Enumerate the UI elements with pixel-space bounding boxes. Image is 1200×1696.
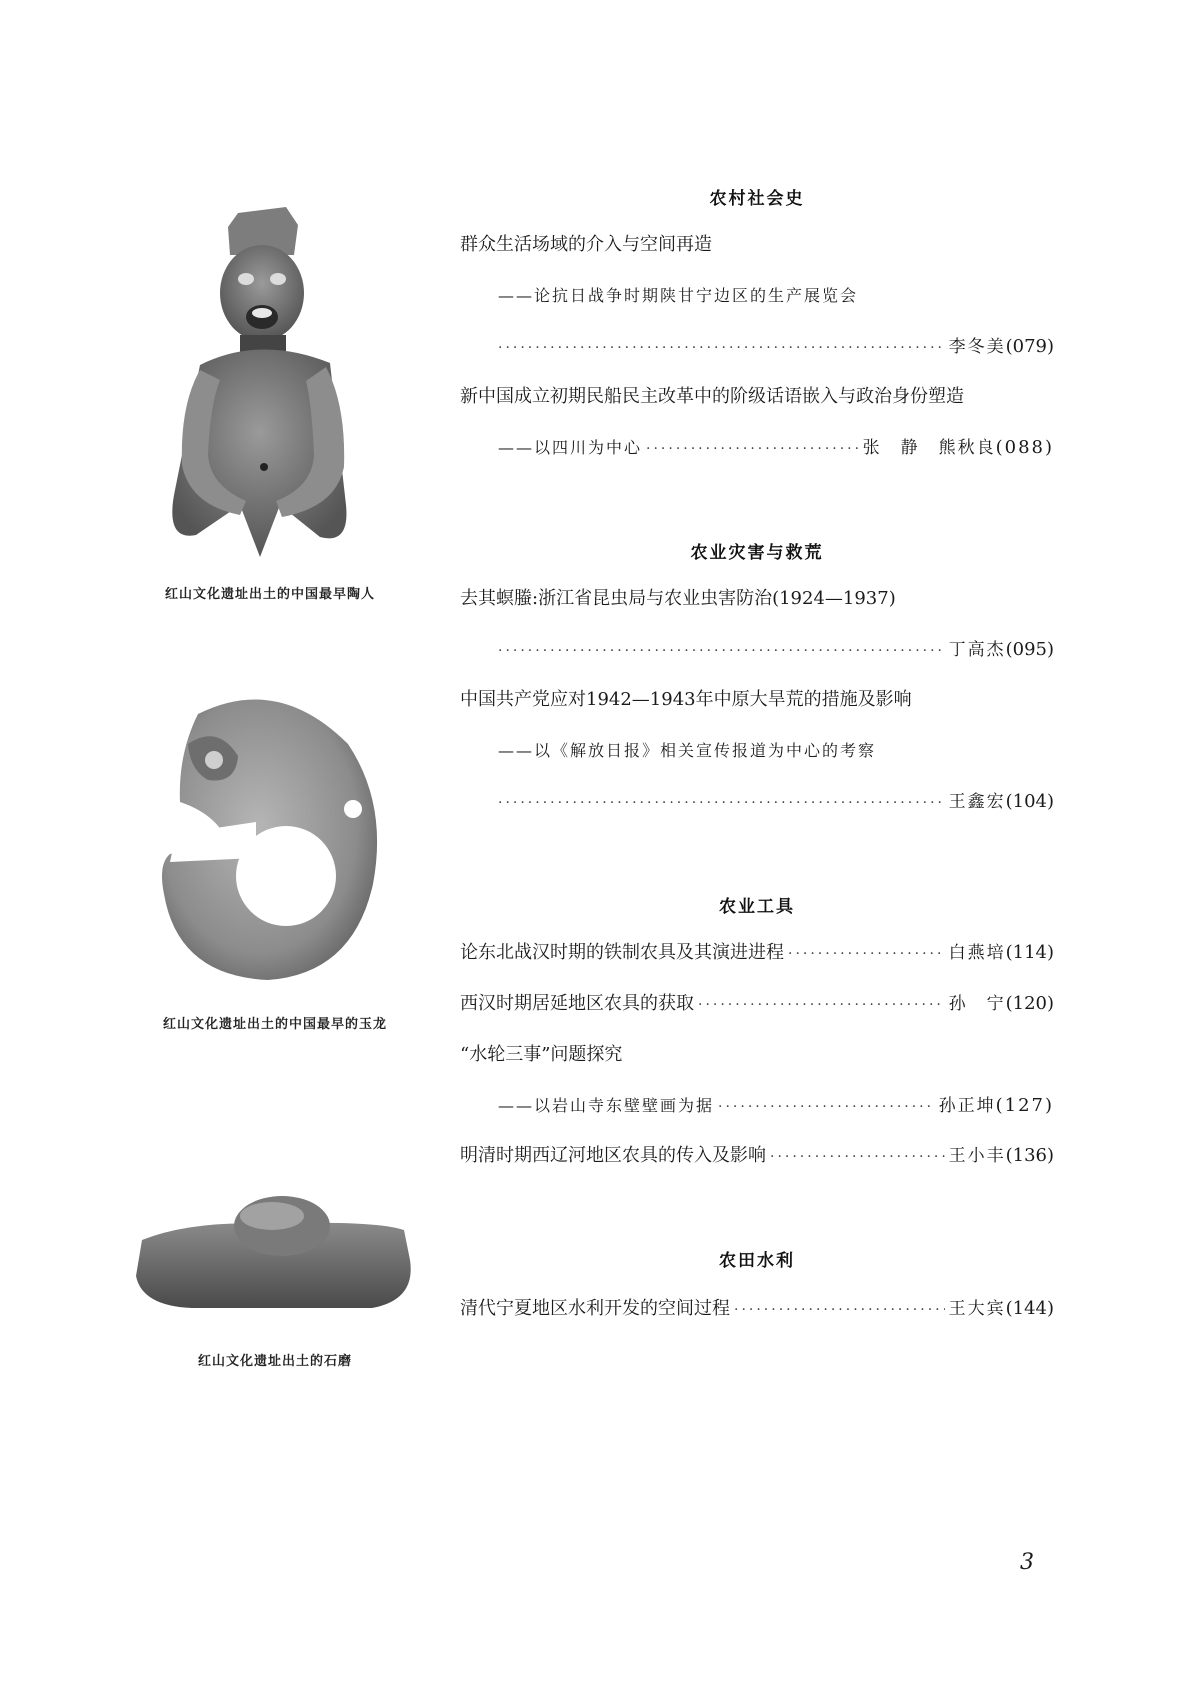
toc-entry-subtitle (498, 283, 1054, 309)
entry-title: “水轮三事”问题探究 (460, 1044, 623, 1065)
section-title-irrigation: 农田水利 (719, 1251, 795, 1271)
dot-leader (498, 790, 945, 816)
dot-leader (734, 1297, 945, 1323)
toc-entry-title[interactable] (460, 991, 1054, 1017)
section-title-rural-society: 农村社会史 (709, 189, 805, 209)
dot-leader (646, 436, 859, 462)
entry-page: (127) (995, 1095, 1054, 1116)
stone-mill-image (132, 1190, 417, 1315)
entry-subtitle: ——以四川为中心 (498, 438, 643, 457)
entry-author: 孙正坤 (938, 1096, 996, 1116)
toc-entry-title[interactable] (460, 1042, 1054, 1068)
entry-page: (136) (1005, 1145, 1054, 1166)
entry-author: 王鑫宏 (948, 792, 1006, 812)
entry-title: 中国共产党应对1942—1943年中原大旱荒的措施及影响 (460, 689, 912, 710)
section-title-farm-tools: 农业工具 (719, 897, 795, 917)
entry-title: 新中国成立初期民船民主改革中的阶级话语嵌入与政治身份塑造 (460, 386, 964, 407)
dot-leader (770, 1144, 945, 1170)
page-number: 3 (1020, 1550, 1034, 1575)
entry-subtitle: ——论抗日战争时期陕甘宁边区的生产展览会 (498, 286, 859, 305)
dot-leader (498, 638, 945, 664)
entry-author: 王小丰 (948, 1146, 1006, 1166)
entry-title: 西汉时期居延地区农具的获取 (460, 993, 694, 1014)
dot-leader (698, 992, 945, 1018)
toc-entry-title[interactable] (460, 687, 1054, 713)
toc-entry-title[interactable] (460, 384, 1054, 410)
section-title-disaster-relief: 农业灾害与救荒 (690, 543, 824, 563)
toc-entry-subtitle (498, 738, 1054, 764)
entry-author: 张 静 熊秋良 (862, 438, 996, 458)
toc-entry-author-line (494, 789, 1054, 815)
entry-page: (088) (995, 437, 1054, 458)
jade-dragon-image (158, 684, 388, 984)
entry-page: (079) (1005, 336, 1054, 357)
figure-caption-figurine: 红山文化遗址出土的中国最早陶人 (164, 587, 375, 602)
entry-page: (114) (1005, 942, 1054, 963)
entry-title: 明清时期西辽河地区农具的传入及影响 (460, 1145, 766, 1166)
entry-author: 孙 宁 (948, 994, 1006, 1014)
toc-entry-title[interactable] (460, 940, 1054, 966)
dot-leader (788, 941, 945, 967)
toc-entry-author-line (494, 334, 1054, 360)
entry-title: 去其螟螣:浙江省昆虫局与农业虫害防治(1924—1937) (460, 588, 896, 609)
dot-leader (718, 1094, 935, 1120)
entry-page: (095) (1005, 639, 1054, 660)
toc-entry-subtitle (498, 435, 1054, 461)
toc-entry-title[interactable] (460, 232, 1054, 258)
pottery-figurine-image (160, 205, 360, 565)
entry-title: 论东北战汉时期的铁制农具及其演进进程 (460, 942, 784, 963)
entry-page: (104) (1005, 791, 1054, 812)
dot-leader (498, 335, 945, 361)
entry-subtitle: ——以《解放日报》相关宣传报道为中心的考察 (498, 741, 877, 760)
toc-entry-title[interactable] (460, 1143, 1054, 1169)
toc-entry-author-line (494, 637, 1054, 663)
entry-subtitle: ——以岩山寺东壁壁画为据 (498, 1096, 715, 1115)
entry-title: 清代宁夏地区水利开发的空间过程 (460, 1298, 730, 1319)
entry-page: (144) (1005, 1298, 1054, 1319)
toc-entry-title[interactable] (460, 1296, 1054, 1322)
entry-author: 白燕培 (948, 943, 1006, 963)
figure-caption-stone-mill: 红山文化遗址出土的石磨 (197, 1354, 352, 1369)
entry-title: 群众生活场域的介入与空间再造 (460, 234, 712, 255)
toc-entry-subtitle (498, 1093, 1054, 1119)
entry-author: 李冬美 (948, 337, 1006, 357)
entry-author: 丁高杰 (948, 640, 1006, 660)
entry-author: 王大宾 (948, 1299, 1006, 1319)
toc-entry-title[interactable] (460, 586, 1054, 612)
figure-caption-jade-dragon: 红山文化遗址出土的中国最早的玉龙 (162, 1017, 387, 1032)
entry-page: (120) (1005, 993, 1054, 1014)
